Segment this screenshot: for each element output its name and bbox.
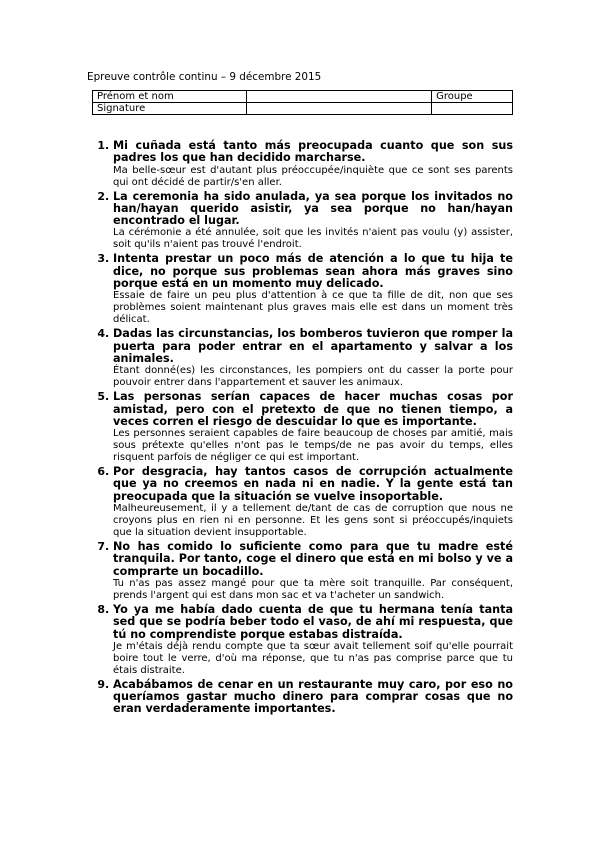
french-translation: La cérémonie a été annulée, soit que les invités n'aient pas voulu (y) assister, soit qu'ils n'aient pas trouvé l'endroit. bbox=[113, 227, 513, 251]
signature-label: Signature bbox=[93, 103, 247, 115]
list-item bbox=[113, 679, 513, 716]
spanish-sentence: 9. Acabábamos de cenar en un restaurante muy caro, por eso no queríamos gastar mucho dinero para comprar cosas que no eran verdaderamente importantes. bbox=[113, 677, 513, 716]
spanish-sentence: 5. Las personas serían capaces de hacer muchas cosas por amistad, pero con el pretexto de que no tienen tiempo, a veces corren el riesgo de descuidar lo que es importante. bbox=[113, 390, 513, 428]
french-translation: Étant donné(es) les circonstances, les pompiers ont du casser la porte pour pouvoir entrer dans l'appartement et sauver les animaux. bbox=[113, 365, 513, 389]
signature-row bbox=[93, 103, 513, 115]
spanish-sentence: 6. Por desgracia, hay tantos casos de corrupción actualmente que ya no creemos en nada ni en nadie. Y la gente está tan preocupada que la situación se vuelve insoportable. bbox=[113, 465, 513, 503]
group-label: Groupe bbox=[432, 91, 513, 103]
spanish-sentence: 3. Intenta prestar un poco más de atención a lo que tu hija te dice, no porque sus problemas sean ahora más graves sino porque está en un momento muy delicado. bbox=[113, 252, 513, 291]
name-label: Prénom et nom bbox=[93, 91, 247, 103]
list-item bbox=[113, 391, 513, 464]
name-row bbox=[93, 91, 513, 103]
french-translation: Tu n'as pas assez mangé pour que ta mère soit tranquille. Par conséquent, prends l'argent qui est dans mon sac et va t'acheter un sandwich. bbox=[113, 577, 513, 601]
list-item bbox=[113, 140, 513, 189]
french-translation: Les personnes seraient capables de faire beaucoup de choses par amitié, mais sous prétexte qu'elles n'ont pas le temps/de ne pas avoir du temps, elles risquent parfois de négliger ce qui est important. bbox=[113, 428, 513, 464]
exam-title: Epreuve contrôle continu – 9 décembre 2015 bbox=[87, 71, 322, 83]
list-item bbox=[113, 253, 513, 326]
student-info-table bbox=[92, 90, 513, 115]
group-field[interactable] bbox=[432, 103, 513, 115]
list-item bbox=[113, 541, 513, 602]
name-field[interactable] bbox=[246, 91, 431, 103]
spanish-sentence: 8. Yo ya me había dado cuenta de que tu hermana tenía tanta sed que se podría beber todo el vaso, de ahí mi respuesta, que tú no comprendiste porque estabas distraída. bbox=[113, 602, 513, 641]
list-item bbox=[113, 328, 513, 389]
list-item bbox=[113, 191, 513, 252]
list-item bbox=[113, 466, 513, 539]
list-item bbox=[113, 604, 513, 677]
signature-field[interactable] bbox=[246, 103, 431, 115]
spanish-sentence: 1. Mi cuñada está tanto más preocupada cuanto que son sus padres los que han decidido marcharse. bbox=[113, 139, 513, 165]
french-translation: Malheureusement, il y a tellement de/tant de cas de corruption que nous ne croyons plus en rien ni en personne. Et les gens sont si préoccupés/inquiets que la situation devient insupportable. bbox=[113, 503, 513, 539]
spanish-sentence: 4. Dadas las circunstancias, los bomberos tuvieron que romper la puerta para poder entrar en el apartamento y salvar a los animales. bbox=[113, 327, 513, 365]
spanish-sentence: 2. La ceremonia ha sido anulada, ya sea porque los invitados no han/hayan querido asistir, ya sea porque no han/hayan encontrado el lugar. bbox=[113, 189, 513, 228]
french-translation: Essaie de faire un peu plus d'attention à ce que ta fille de dit, non que ses problèmes soient maintenant plus graves mais elle est dans un moment très délicat. bbox=[113, 290, 513, 326]
french-translation: Ma belle-sœur est d'autant plus préoccupée/inquiète que ce sont ses parents qui ont décidé de partir/s'en aller. bbox=[113, 164, 513, 188]
sentence-list bbox=[91, 140, 513, 718]
french-translation: Je m'étais déjà rendu compte que ta sœur avait tellement soif qu'elle pourrait boire tout le verre, d'où ma réponse, que tu n'as pas comprise parce que tu étais distraite. bbox=[113, 640, 513, 676]
spanish-sentence: 7. No has comido lo suficiente como para que tu madre esté tranquila. Por tanto, coge el dinero que está en mi bolso y ve a comprarte un bocadillo. bbox=[113, 540, 513, 578]
